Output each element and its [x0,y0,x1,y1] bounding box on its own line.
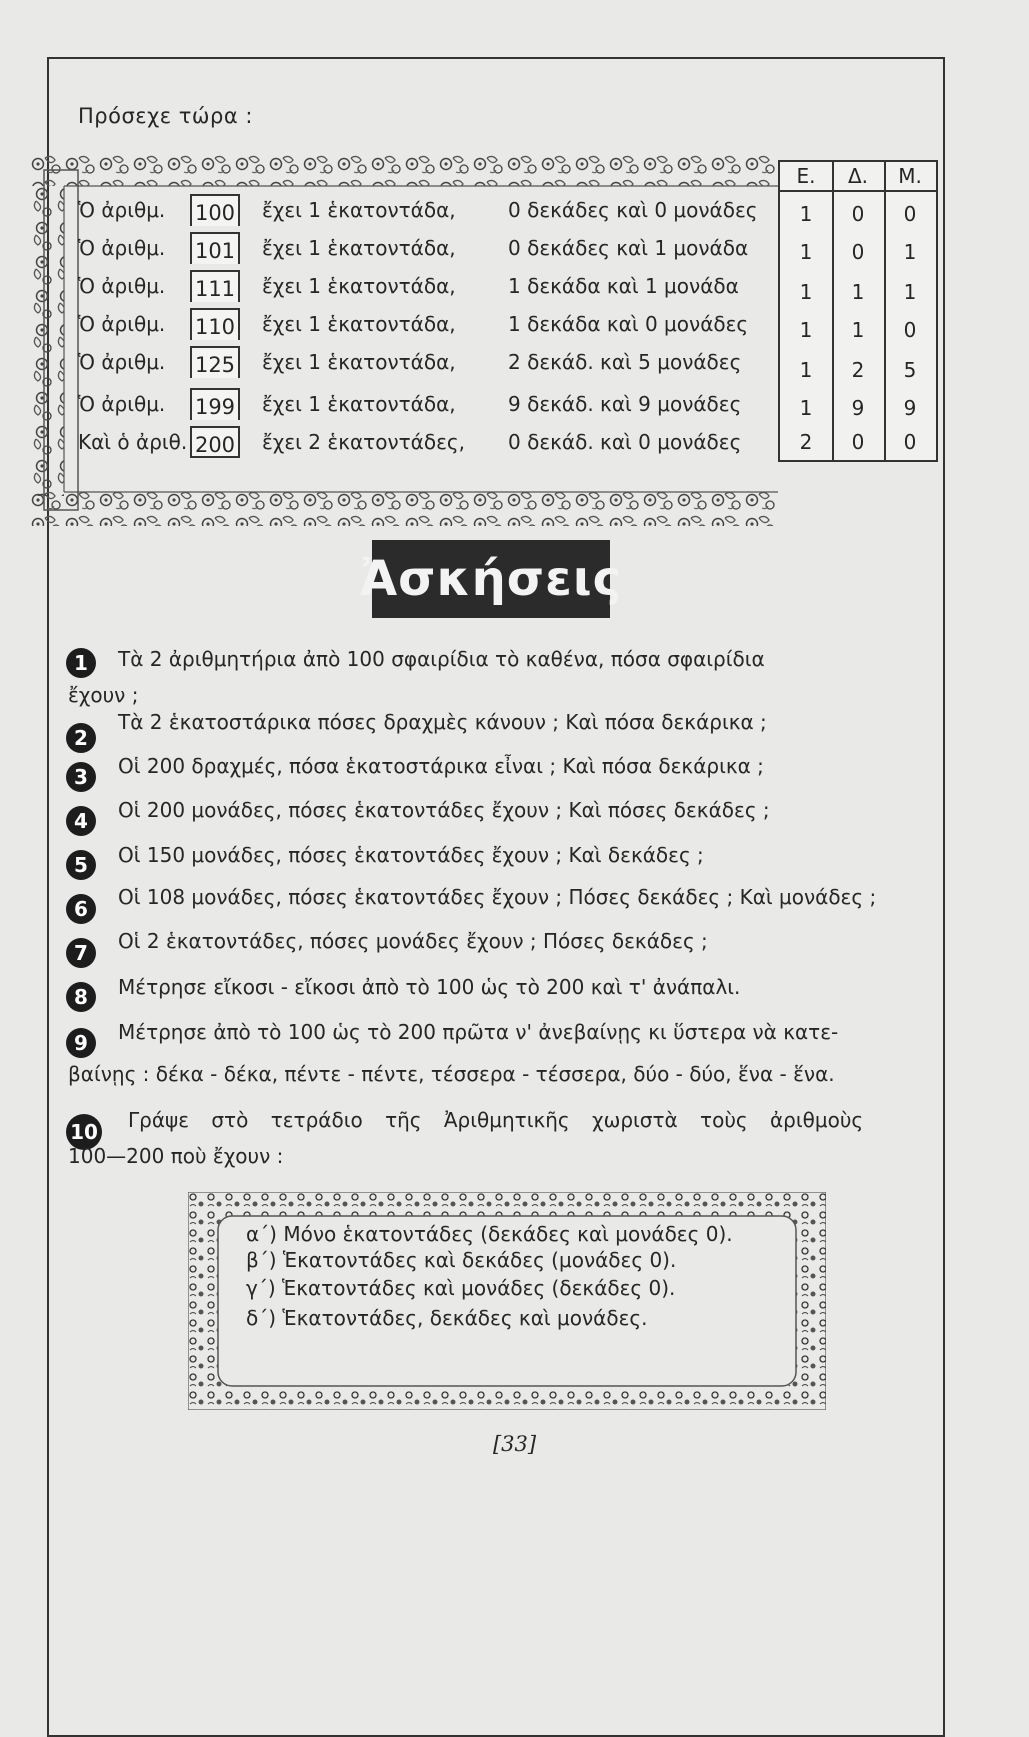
row-number: 110 [190,308,240,340]
exercise-number-badge: 5 [66,850,96,880]
row-hundreds: ἔχει 1 ἑκατοντάδα, [262,198,456,222]
exercise-text: Τὰ 2 ἀριθμητήρια ἀπὸ 100 σφαιρίδια τὸ καθένα, πόσα σφαιρίδια [118,647,765,671]
cell-d: 0 [851,430,865,454]
exercise-text-cont: βαίνῃς : δέκα - δέκα, πέντε - πέντε, τέσσερα - τέσσερα, δύο - δύο, ἕνα - ἕνα. [68,1062,835,1086]
exercise-text-cont: ἔχουν ; [68,683,139,707]
exercise-number-badge: 1 [66,648,96,678]
exercise-text: Μέτρησε εἴκοσι - εἴκοσι ἀπὸ τὸ 100 ὡς τὸ 200 καὶ τ' ἀνάπαλι. [118,975,741,999]
row-label: Ὁ ἀριθμ. [78,392,166,416]
exercise-number-badge: 6 [66,894,96,924]
cell-d: 9 [851,396,865,420]
row-rest: 1 δεκάδα καὶ 0 μονάδες [508,312,749,336]
page-number: [33] [492,1432,537,1456]
cell-m: 0 [903,430,917,454]
cell-m: 1 [903,280,917,304]
cell-e: 1 [799,240,813,264]
exercise-text: Οἱ 108 μονάδες, πόσες ἑκατοντάδες ἔχουν ; Πόσες δεκάδες ; Καὶ μονάδες ; [118,885,877,909]
row-label: Ὁ ἀριθμ. [78,198,166,222]
row-rest: 9 δεκάδ. καὶ 9 μονάδες [508,392,742,416]
row-hundreds: ἔχει 1 ἑκατοντάδα, [262,312,456,336]
row-number: 125 [190,346,240,378]
exercise-number-badge: 3 [66,762,96,792]
cell-e: 1 [799,280,813,304]
exercise-number-badge: 9 [66,1028,96,1058]
exercise-number-badge: 4 [66,806,96,836]
row-label: Ὁ ἀριθμ. [78,274,166,298]
cell-e: 1 [799,318,813,342]
row-rest: 0 δεκάδ. καὶ 0 μονάδες [508,430,742,454]
exercise-text: Οἱ 2 ἑκατοντάδες, πόσες μονάδες ἔχουν ; Πόσες δεκάδες ; [118,929,708,953]
row-number: 200 [190,426,240,458]
cell-d: 0 [851,240,865,264]
sublist-item: γ΄) Ἑκατοντάδες καὶ μονάδες (δεκάδες 0). [246,1276,676,1300]
cell-e: 1 [799,396,813,420]
row-hundreds: ἔχει 1 ἑκατοντάδα, [262,350,456,374]
cell-d: 0 [851,202,865,226]
exercise-number-badge: 10 [66,1114,102,1150]
header-d: Δ. [847,164,869,188]
cell-m: 1 [903,240,917,264]
row-label: Ὁ ἀριθμ. [78,350,166,374]
exercise-text: Μέτρησε ἀπὸ τὸ 100 ὡς τὸ 200 πρῶτα ν' ἀνεβαίνῃς κι ὕστερα νὰ κατε- [118,1020,839,1044]
exercise-text: Τὰ 2 ἑκατοστάρικα πόσες δραχμὲς κάνουν ; Καὶ πόσα δεκάρικα ; [118,710,767,734]
cell-m: 0 [903,318,917,342]
exercise-number-badge: 7 [66,938,96,968]
row-number: 101 [190,232,240,264]
exercise-number-badge: 8 [66,982,96,1012]
section-banner: Ἀσκήσεις [372,540,610,618]
cell-d: 1 [851,280,865,304]
cell-m: 0 [903,202,917,226]
row-number: 100 [190,194,240,226]
row-number: 199 [190,388,240,420]
row-rest: 1 δεκάδα καὶ 1 μονάδα [508,274,739,298]
exercise-text-cont: 100—200 ποὺ ἔχουν : [68,1144,284,1168]
header-m: Μ. [898,164,922,188]
exercise-number-badge: 2 [66,723,96,753]
cell-e: 1 [799,202,813,226]
row-rest: 0 δεκάδες καὶ 0 μονάδες [508,198,758,222]
cell-m: 9 [903,396,917,420]
cell-d: 2 [851,358,865,382]
row-label: Ὁ ἀριθμ. [78,236,166,260]
sublist-item: α΄) Μόνο ἑκατοντάδες (δεκάδες καὶ μονάδες 0). [246,1222,733,1246]
row-hundreds: ἔχει 1 ἑκατοντάδα, [262,392,456,416]
row-rest: 2 δεκάδ. καὶ 5 μονάδες [508,350,742,374]
exercise-text: Οἱ 200 μονάδες, πόσες ἑκατοντάδες ἔχουν ; Καὶ πόσες δεκάδες ; [118,798,770,822]
exercise-text: Οἱ 200 δραχμές, πόσα ἑκατοστάρικα εἶναι ; Καὶ πόσα δεκάρικα ; [118,754,764,778]
cell-m: 5 [903,358,917,382]
intro-text: Πρόσεχε τώρα : [78,104,253,128]
row-hundreds: ἔχει 2 ἑκατοντάδες, [262,430,465,454]
exercise-text: Γράψε στὸ τετράδιο τῆς Ἀριθμητικῆς χωριστὰ τοὺς ἀριθμοὺς [128,1108,864,1132]
row-label: Ὁ ἀριθμ. [78,312,166,336]
sublist-item: δ΄) Ἑκατοντάδες, δεκάδες καὶ μονάδες. [246,1306,648,1330]
row-rest: 0 δεκάδες καὶ 1 μονάδα [508,236,749,260]
cell-d: 1 [851,318,865,342]
cell-e: 2 [799,430,813,454]
header-e: Ε. [796,164,816,188]
cell-e: 1 [799,358,813,382]
exercise-text: Οἱ 150 μονάδες, πόσες ἑκατοντάδες ἔχουν ; Καὶ δεκάδες ; [118,843,704,867]
place-value-table [778,160,938,462]
row-label: Καὶ ὁ ἀριθ. [78,430,188,454]
sublist-item: β΄) Ἑκατοντάδες καὶ δεκάδες (μονάδες 0). [246,1248,677,1272]
row-hundreds: ἔχει 1 ἑκατοντάδα, [262,236,456,260]
row-number: 111 [190,270,240,302]
row-hundreds: ἔχει 1 ἑκατοντάδα, [262,274,456,298]
